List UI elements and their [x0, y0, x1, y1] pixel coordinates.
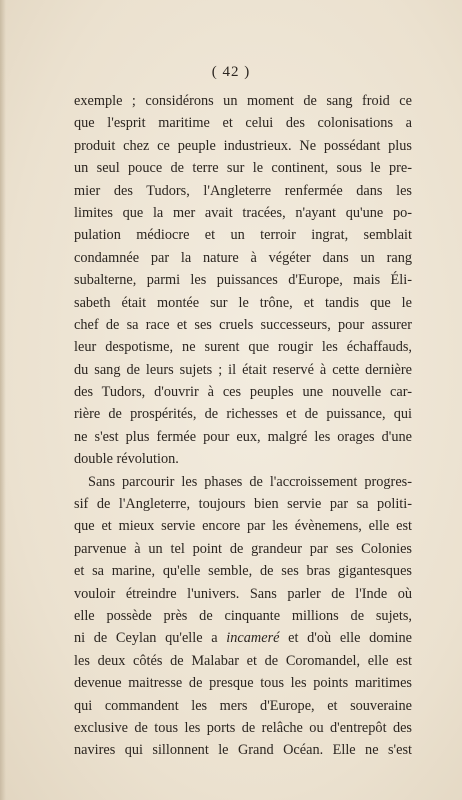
- text-line: qui commandent les mers d'Europe, et souveraine: [74, 697, 412, 714]
- text-line: limites que la mer avait tracées, n'ayant qu'une po-: [74, 204, 412, 221]
- text-line: leur despotisme, ne surent que rougir les échaffauds,: [74, 339, 412, 356]
- text-line: parvenue à un tel point de grandeur par ses Colonies: [74, 540, 412, 557]
- text-line: devenue maitresse de presque tous les points maritimes: [74, 675, 412, 692]
- page-spine-shadow: [0, 0, 6, 800]
- text-line: chef de sa race et ses cruels successeurs, pour assurer: [74, 316, 412, 333]
- body-text: [74, 90, 412, 762]
- text-line: pulation médiocre et un terroir ingrat, semblait: [74, 227, 412, 244]
- text-line: ne s'est plus fermée pour eux, malgré les orages d'une: [74, 428, 412, 445]
- text-line: que et mieux servie encore par les évènemens, elle est: [74, 518, 412, 535]
- text-line: condamnée par la nature à végéter dans un rang: [74, 249, 412, 266]
- text-line: navires qui sillonnent le Grand Océan. Elle ne s'est: [74, 742, 412, 759]
- page-number: ( 42 ): [211, 64, 251, 80]
- text-line: sif de l'Angleterre, toujours bien servie par sa politi-: [74, 496, 412, 513]
- text-line: des Tudors, d'ouvrir à ces peuples une nouvelle car-: [74, 384, 412, 401]
- text-line: du sang de leurs sujets ; il était reservé à cette dernière: [74, 361, 412, 378]
- text-line: rière de prospérités, de richesses et de puissance, qui: [74, 406, 412, 423]
- text-line: que l'esprit maritime et celui des colonisations a: [74, 115, 412, 132]
- text-line: vouloir étreindre l'univers. Sans parler de l'Inde où: [74, 585, 412, 602]
- text-line: double révolution.: [74, 451, 179, 468]
- text-line: un seul pouce de terre sur le continent, sous le pre-: [74, 160, 412, 177]
- text-line: les deux côtés de Malabar et de Coromandel, elle est: [74, 652, 412, 669]
- text-line: sabeth était montée sur le trône, et tandis que le: [74, 294, 412, 311]
- italic-word: incameré: [226, 630, 280, 647]
- text-line: produit chez ce peuple industrieux. Ne possédant plus: [74, 137, 412, 154]
- text-line: exemple ; considérons un moment de sang froid ce: [74, 93, 412, 109]
- text-line: et sa marine, qu'elle semble, de ses bras gigantesques: [74, 563, 412, 580]
- text-run: ni de Ceylan qu'elle a: [74, 630, 218, 647]
- text-line: mier des Tudors, l'Angleterre renfermée dans les: [74, 182, 412, 199]
- text-line-mixed: [74, 627, 412, 649]
- text-line: subalterne, parmi les puissances d'Europe, mais Éli-: [74, 272, 412, 289]
- text-line: exclusive de tous les ports de relâche ou d'entrepôt des: [74, 719, 412, 736]
- text-run: et d'où elle domine: [288, 630, 412, 647]
- text-line: Sans parcourir les phases de l'accroissement progres-: [88, 473, 412, 490]
- text-line: elle possède près de cinquante millions de sujets,: [74, 607, 412, 624]
